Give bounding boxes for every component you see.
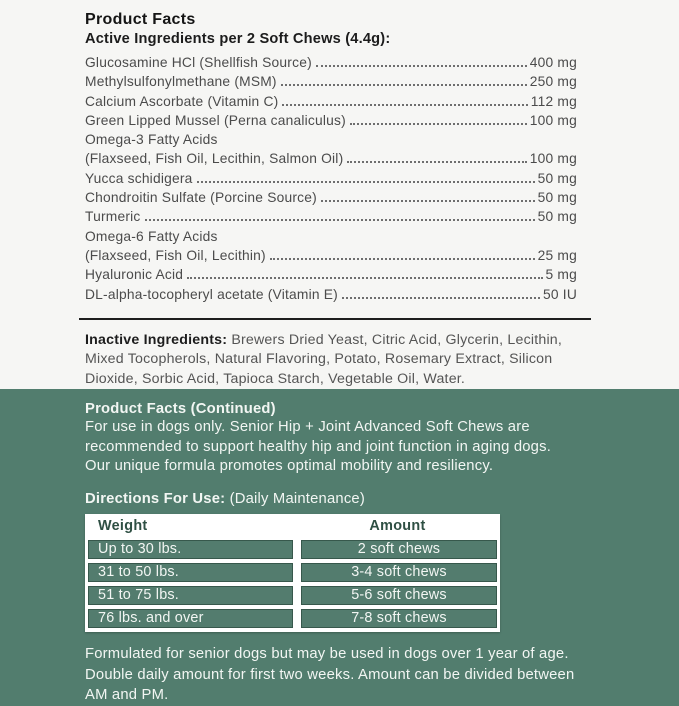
dot-leader <box>270 258 535 260</box>
dot-leader <box>316 65 527 67</box>
amount-cell: 2 soft chews <box>301 540 497 559</box>
ingredient-name: Omega-3 Fatty Acids <box>85 132 218 148</box>
active-ingredients-header: Active Ingredients per 2 Soft Chews (4.4g): <box>85 31 391 47</box>
ingredient-amount: 5 mg <box>545 267 577 283</box>
ingredient-name: (Flaxseed, Fish Oil, Lecithin) <box>85 247 266 263</box>
amount-column-header: Amount <box>369 517 426 534</box>
table-row <box>88 540 497 559</box>
ingredient-row <box>85 227 577 246</box>
product-facts-continued-section <box>0 389 679 706</box>
ingredient-name: Omega-6 Fatty Acids <box>85 228 218 244</box>
dot-leader <box>145 219 535 221</box>
ingredient-amount: 100 mg <box>529 151 577 167</box>
dot-leader <box>187 277 542 279</box>
ingredient-amount: 250 mg <box>529 74 577 90</box>
amount-cell: 3-4 soft chews <box>301 563 497 582</box>
footer-note: Formulated for senior dogs but may be used in dogs over 1 year of age. Double daily amount for first two weeks. Amount can be divided between AM and PM. <box>85 645 575 704</box>
section-divider <box>79 318 591 320</box>
ingredient-name: Methylsulfonylmethane (MSM) <box>85 74 277 90</box>
directions-label: Directions For Use: <box>85 490 226 507</box>
ingredient-row <box>85 111 577 130</box>
continued-body: For use in dogs only. Senior Hip + Joint Advanced Soft Chews are recommended to support healthy hip and joint function in aging dogs. Our unique formula promotes optimal mobility and resiliency. <box>85 419 552 475</box>
inactive-ingredients-paragraph <box>85 331 590 389</box>
ingredient-row <box>85 130 577 149</box>
weight-cell: Up to 30 lbs. <box>88 540 293 559</box>
table-row <box>88 563 497 582</box>
dot-leader <box>282 104 527 106</box>
dosage-table-header-row <box>88 516 497 536</box>
ingredient-amount: 400 mg <box>529 55 577 70</box>
dot-leader <box>197 181 535 183</box>
dosage-table <box>85 514 500 632</box>
continued-title: Product Facts (Continued) <box>85 401 276 417</box>
inactive-ingredients-text: Brewers Dried Yeast, Citric Acid, Glycerin, Lecithin, Mixed Tocopherols, Natural Flavoring, Potato, Rosemary Extract, Silicon Dioxide, Sorbic Acid, Tapioca Starch, Vegetable Oil, Water. <box>85 331 563 387</box>
table-row <box>88 609 497 628</box>
ingredient-row <box>85 207 577 226</box>
ingredient-name: (Flaxseed, Fish Oil, Lecithin, Salmon Oil) <box>85 151 344 167</box>
weight-cell: 76 lbs. and over <box>88 609 293 628</box>
weight-column-header: Weight <box>98 517 148 534</box>
ingredient-row <box>85 188 577 207</box>
ingredient-row <box>85 246 577 265</box>
ingredient-amount: 50 mg <box>537 209 577 225</box>
ingredient-amount: 50 IU <box>543 286 577 302</box>
ingredient-row <box>85 285 577 304</box>
ingredient-amount: 100 mg <box>529 112 577 128</box>
ingredient-name: Glucosamine HCl (Shellfish Source) <box>85 55 312 70</box>
ingredient-name: Chondroitin Sulfate (Porcine Source) <box>85 190 317 206</box>
dot-leader <box>342 297 540 299</box>
ingredient-name: Yucca schidigera <box>85 170 193 186</box>
ingredient-name: Green Lipped Mussel (Perna canaliculus) <box>85 112 346 128</box>
ingredient-name: Calcium Ascorbate (Vitamin C) <box>85 93 279 109</box>
amount-cell: 5-6 soft chews <box>301 586 497 605</box>
ingredient-row <box>85 53 577 72</box>
table-row <box>88 586 497 605</box>
amount-cell: 7-8 soft chews <box>301 609 497 628</box>
dot-leader <box>347 161 526 163</box>
ingredient-amount: 25 mg <box>537 247 577 263</box>
inactive-ingredients-label: Inactive Ingredients: <box>85 331 228 348</box>
ingredient-amount: 50 mg <box>537 190 577 206</box>
dosage-table-body <box>88 540 497 628</box>
ingredient-amount: 50 mg <box>537 170 577 186</box>
dot-leader <box>281 84 527 86</box>
dot-leader <box>350 123 527 125</box>
active-ingredients-list <box>85 53 577 304</box>
ingredient-name: Turmeric <box>85 209 141 225</box>
dot-leader <box>321 200 535 202</box>
ingredient-name: Hyaluronic Acid <box>85 267 184 283</box>
ingredient-row <box>85 169 577 188</box>
page-title: Product Facts <box>85 11 196 28</box>
ingredient-name: DL-alpha-tocopheryl acetate (Vitamin E) <box>85 286 338 302</box>
directions-line <box>85 491 679 507</box>
ingredient-row <box>85 92 577 111</box>
weight-cell: 51 to 75 lbs. <box>88 586 293 605</box>
directions-note: (Daily Maintenance) <box>225 490 365 507</box>
ingredient-row <box>85 265 577 284</box>
ingredient-row <box>85 149 577 168</box>
ingredient-amount: 112 mg <box>530 93 577 109</box>
ingredient-row <box>85 72 577 91</box>
weight-cell: 31 to 50 lbs. <box>88 563 293 582</box>
